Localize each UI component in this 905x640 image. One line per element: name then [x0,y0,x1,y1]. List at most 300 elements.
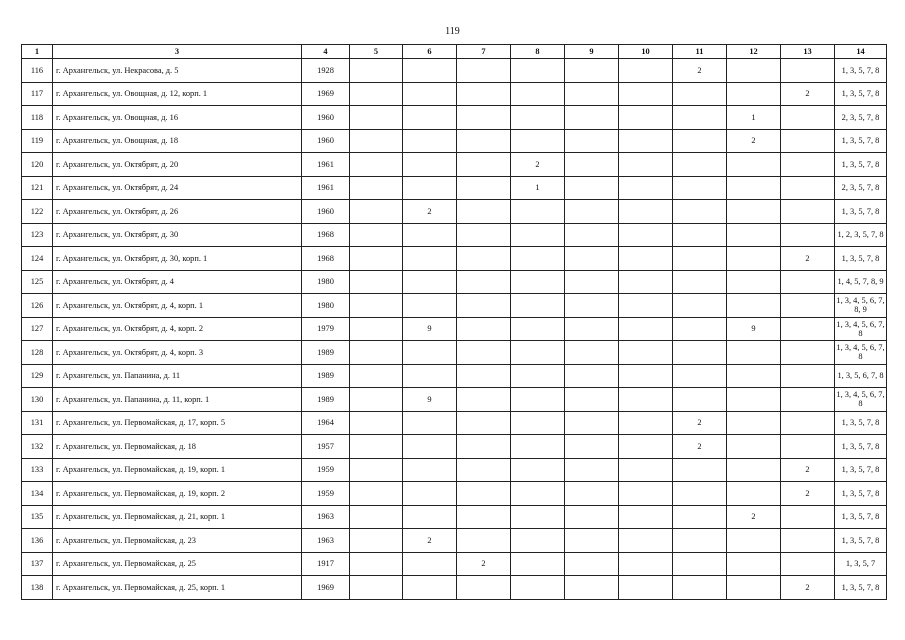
table-cell-col-7 [457,529,511,553]
table-cell-col-10 [619,294,673,318]
table-cell-col-11 [673,176,727,200]
table-cell-col-13 [781,294,835,318]
table-cell-col-12 [727,270,781,294]
table-cell-col-5 [350,247,403,271]
table-cell-col-3: г. Архангельск, ул. Первомайская, д. 25, корп. 1 [53,576,302,600]
table-cell-col-9 [565,552,619,576]
column-header-4: 4 [302,45,350,59]
table-cell-col-1: 135 [22,505,53,529]
table-cell-col-5 [350,106,403,130]
table-cell-col-4: 1928 [302,59,350,83]
table-cell-col-14: 1, 3, 5, 7, 8 [835,129,887,153]
table-cell-col-10 [619,247,673,271]
table-cell-col-8 [511,200,565,224]
table-cell-col-8 [511,482,565,506]
table-cell-col-12 [727,341,781,365]
table-cell-col-5 [350,411,403,435]
table-cell-col-14: 1, 3, 5, 7, 8 [835,247,887,271]
table-cell-col-7 [457,341,511,365]
table-cell-col-1: 130 [22,388,53,412]
table-cell-col-9 [565,59,619,83]
table-cell-col-4: 1961 [302,176,350,200]
table-cell-col-12: 2 [727,505,781,529]
table-cell-col-6 [403,82,457,106]
table-cell-col-9 [565,482,619,506]
table-cell-col-9 [565,341,619,365]
table-cell-col-4: 1917 [302,552,350,576]
table-cell-col-5 [350,59,403,83]
table-cell-col-12 [727,458,781,482]
table-row [22,529,887,553]
table-cell-col-11: 2 [673,411,727,435]
table-cell-col-7 [457,388,511,412]
table-cell-col-4: 1968 [302,223,350,247]
table-cell-col-11 [673,317,727,341]
table-cell-col-6 [403,153,457,177]
table-cell-col-9 [565,576,619,600]
table-cell-col-7 [457,176,511,200]
table-cell-col-12: 1 [727,106,781,130]
table-cell-col-13 [781,341,835,365]
table-cell-col-14: 1, 3, 5, 7, 8 [835,482,887,506]
table-cell-col-8 [511,552,565,576]
table-cell-col-7: 2 [457,552,511,576]
table-cell-col-8 [511,388,565,412]
table-cell-col-13: 2 [781,482,835,506]
table-cell-col-9 [565,529,619,553]
table-cell-col-1: 117 [22,82,53,106]
table-cell-col-13 [781,364,835,388]
table-cell-col-4: 1960 [302,129,350,153]
table-cell-col-4: 1963 [302,529,350,553]
table-cell-col-11 [673,505,727,529]
table-cell-col-10 [619,153,673,177]
table-cell-col-4: 1980 [302,270,350,294]
table-cell-col-14: 1, 3, 5, 7, 8 [835,411,887,435]
table-cell-col-5 [350,270,403,294]
table-cell-col-8 [511,129,565,153]
table-cell-col-8: 2 [511,153,565,177]
table-cell-col-8 [511,505,565,529]
table-cell-col-11: 2 [673,59,727,83]
table-cell-col-12 [727,388,781,412]
housing-table [21,44,887,600]
table-row [22,411,887,435]
table-row [22,317,887,341]
table-cell-col-1: 118 [22,106,53,130]
table-cell-col-14: 1, 3, 4, 5, 6, 7, 8 [835,317,887,341]
table-cell-col-8 [511,270,565,294]
table-row [22,270,887,294]
table-cell-col-5 [350,552,403,576]
table-cell-col-3: г. Архангельск, ул. Овощная, д. 16 [53,106,302,130]
table-cell-col-13 [781,388,835,412]
table-cell-col-7 [457,153,511,177]
table-cell-col-14: 1, 3, 5, 7, 8 [835,576,887,600]
table-cell-col-7 [457,317,511,341]
table-cell-col-7 [457,59,511,83]
table-cell-col-9 [565,223,619,247]
table-cell-col-11 [673,270,727,294]
table-cell-col-10 [619,317,673,341]
table-cell-col-14: 2, 3, 5, 7, 8 [835,176,887,200]
table-cell-col-10 [619,435,673,459]
table-cell-col-8 [511,529,565,553]
table-cell-col-8 [511,364,565,388]
column-header-3: 3 [53,45,302,59]
table-cell-col-6 [403,364,457,388]
table-cell-col-4: 1963 [302,505,350,529]
table-cell-col-10 [619,529,673,553]
table-cell-col-9 [565,176,619,200]
table-cell-col-10 [619,364,673,388]
table-cell-col-11 [673,200,727,224]
table-cell-col-6 [403,435,457,459]
table-cell-col-12: 9 [727,317,781,341]
column-header-8: 8 [511,45,565,59]
table-cell-col-5 [350,458,403,482]
table-cell-col-4: 1960 [302,200,350,224]
table-cell-col-8 [511,106,565,130]
table-cell-col-4: 1989 [302,341,350,365]
table-cell-col-13 [781,176,835,200]
table-cell-col-12 [727,552,781,576]
table-cell-col-10 [619,106,673,130]
table-cell-col-1: 137 [22,552,53,576]
table-cell-col-8 [511,59,565,83]
table-cell-col-7 [457,223,511,247]
table-cell-col-9 [565,82,619,106]
column-header-12: 12 [727,45,781,59]
table-cell-col-4: 1959 [302,458,350,482]
table-cell-col-13: 2 [781,576,835,600]
table-cell-col-1: 133 [22,458,53,482]
table-cell-col-6 [403,505,457,529]
table-cell-col-10 [619,129,673,153]
table-cell-col-11 [673,294,727,318]
table-cell-col-13 [781,435,835,459]
table-cell-col-5 [350,435,403,459]
table-cell-col-9 [565,247,619,271]
table-cell-col-3: г. Архангельск, ул. Первомайская, д. 23 [53,529,302,553]
table-cell-col-13 [781,59,835,83]
table-cell-col-5 [350,529,403,553]
table-cell-col-6: 2 [403,200,457,224]
table-cell-col-10 [619,388,673,412]
table-cell-col-6 [403,458,457,482]
table-cell-col-6 [403,176,457,200]
table-cell-col-12 [727,364,781,388]
table-body [22,59,887,600]
table-cell-col-3: г. Архангельск, ул. Первомайская, д. 21, корп. 1 [53,505,302,529]
table-cell-col-3: г. Архангельск, ул. Первомайская, д. 25 [53,552,302,576]
table-cell-col-3: г. Архангельск, ул. Октябрят, д. 4, корп. 2 [53,317,302,341]
table-cell-col-9 [565,294,619,318]
table-cell-col-14: 1, 2, 3, 5, 7, 8 [835,223,887,247]
table-cell-col-4: 1989 [302,364,350,388]
table-cell-col-4: 1959 [302,482,350,506]
table-cell-col-1: 116 [22,59,53,83]
table-cell-col-7 [457,576,511,600]
table-cell-col-14: 1, 4, 5, 7, 8, 9 [835,270,887,294]
table-cell-col-13 [781,270,835,294]
table-cell-col-1: 131 [22,411,53,435]
table-cell-col-6: 9 [403,317,457,341]
table-cell-col-7 [457,106,511,130]
table-cell-col-10 [619,223,673,247]
table-cell-col-14: 1, 3, 5, 7, 8 [835,59,887,83]
table-cell-col-12 [727,153,781,177]
table-cell-col-3: г. Архангельск, ул. Октябрят, д. 30, корп. 1 [53,247,302,271]
table-cell-col-13: 2 [781,458,835,482]
table-cell-col-13 [781,106,835,130]
table-cell-col-11 [673,482,727,506]
table-cell-col-10 [619,505,673,529]
table-cell-col-13 [781,153,835,177]
table-cell-col-9 [565,388,619,412]
table-cell-col-8 [511,82,565,106]
table-cell-col-5 [350,176,403,200]
table-cell-col-10 [619,59,673,83]
table-cell-col-9 [565,129,619,153]
table-cell-col-11 [673,82,727,106]
table-cell-col-12 [727,576,781,600]
table-row [22,82,887,106]
table-cell-col-6: 2 [403,529,457,553]
table-cell-col-9 [565,364,619,388]
table-cell-col-14: 1, 3, 4, 5, 6, 7, 8 [835,341,887,365]
table-cell-col-9 [565,153,619,177]
table-row [22,482,887,506]
table-cell-col-3: г. Архангельск, ул. Октябрят, д. 26 [53,200,302,224]
table-cell-col-10 [619,200,673,224]
table-row [22,341,887,365]
table-cell-col-11 [673,129,727,153]
table-cell-col-4: 1957 [302,435,350,459]
table-row [22,59,887,83]
table-cell-col-13 [781,129,835,153]
table-row [22,552,887,576]
table-cell-col-5 [350,576,403,600]
table-cell-col-6 [403,106,457,130]
table-cell-col-5 [350,294,403,318]
table-cell-col-5 [350,364,403,388]
table-cell-col-11 [673,529,727,553]
table-cell-col-1: 119 [22,129,53,153]
column-header-10: 10 [619,45,673,59]
page-number: 119 [445,26,460,37]
table-cell-col-12 [727,482,781,506]
table-cell-col-12 [727,411,781,435]
table-cell-col-1: 122 [22,200,53,224]
table-cell-col-7 [457,505,511,529]
table-cell-col-7 [457,294,511,318]
table-cell-col-4: 1969 [302,576,350,600]
table-cell-col-8 [511,576,565,600]
table-cell-col-5 [350,317,403,341]
table-cell-col-14: 1, 3, 5, 7, 8 [835,435,887,459]
table-row [22,576,887,600]
table-cell-col-14: 1, 3, 4, 5, 6, 7, 8, 9 [835,294,887,318]
table-cell-col-10 [619,270,673,294]
column-header-13: 13 [781,45,835,59]
table-cell-col-1: 134 [22,482,53,506]
table-row [22,505,887,529]
table-cell-col-10 [619,482,673,506]
table-cell-col-1: 132 [22,435,53,459]
table-cell-col-8 [511,317,565,341]
table-cell-col-12 [727,82,781,106]
table-cell-col-11 [673,458,727,482]
table-cell-col-7 [457,482,511,506]
table-cell-col-12 [727,176,781,200]
table-cell-col-7 [457,411,511,435]
table-cell-col-12 [727,200,781,224]
table-cell-col-3: г. Архангельск, ул. Октябрят, д. 4, корп. 3 [53,341,302,365]
table-cell-col-10 [619,82,673,106]
table-cell-col-1: 129 [22,364,53,388]
table-cell-col-3: г. Архангельск, ул. Первомайская, д. 19, корп. 1 [53,458,302,482]
table-cell-col-5 [350,482,403,506]
table-cell-col-6 [403,59,457,83]
table-cell-col-11 [673,552,727,576]
table-cell-col-5 [350,82,403,106]
table-cell-col-4: 1969 [302,82,350,106]
column-header-1: 1 [22,45,53,59]
table-cell-col-3: г. Архангельск, ул. Октябрят, д. 30 [53,223,302,247]
table-cell-col-11 [673,388,727,412]
table-cell-col-6 [403,482,457,506]
table-cell-col-7 [457,270,511,294]
table-cell-col-8 [511,435,565,459]
table-cell-col-1: 123 [22,223,53,247]
table-cell-col-11 [673,106,727,130]
table-cell-col-9 [565,458,619,482]
table-cell-col-13: 2 [781,82,835,106]
table-row [22,200,887,224]
table-cell-col-9 [565,270,619,294]
table-cell-col-1: 136 [22,529,53,553]
table-cell-col-3: г. Архангельск, ул. Некрасова, д. 5 [53,59,302,83]
table-cell-col-8 [511,458,565,482]
table-cell-col-11 [673,576,727,600]
table-cell-col-4: 1960 [302,106,350,130]
table-cell-col-1: 120 [22,153,53,177]
table-cell-col-11: 2 [673,435,727,459]
table-row [22,247,887,271]
table-cell-col-13 [781,317,835,341]
table-cell-col-4: 1961 [302,153,350,177]
table-cell-col-5 [350,200,403,224]
table-cell-col-8 [511,411,565,435]
header-row [22,45,887,59]
table-cell-col-9 [565,317,619,341]
table-cell-col-6 [403,247,457,271]
table-cell-col-7 [457,129,511,153]
table-cell-col-12 [727,223,781,247]
table-cell-col-9 [565,411,619,435]
table-cell-col-11 [673,341,727,365]
table-cell-col-7 [457,200,511,224]
table-cell-col-14: 1, 3, 4, 5, 6, 7, 8 [835,388,887,412]
table-row [22,364,887,388]
table-cell-col-7 [457,435,511,459]
table-row [22,458,887,482]
table-cell-col-5 [350,341,403,365]
table-cell-col-3: г. Архангельск, ул. Октябрят, д. 4, корп. 1 [53,294,302,318]
table-cell-col-14: 1, 3, 5, 7, 8 [835,200,887,224]
table-cell-col-12 [727,247,781,271]
table-cell-col-7 [457,247,511,271]
table-cell-col-12 [727,435,781,459]
table-cell-col-4: 1980 [302,294,350,318]
table-cell-col-14: 1, 3, 5, 7, 8 [835,505,887,529]
table-cell-col-7 [457,364,511,388]
table-cell-col-10 [619,341,673,365]
table-cell-col-6: 9 [403,388,457,412]
table-cell-col-9 [565,106,619,130]
table-cell-col-7 [457,82,511,106]
table-cell-col-6 [403,341,457,365]
table-cell-col-10 [619,458,673,482]
table-cell-col-13: 2 [781,247,835,271]
table-cell-col-9 [565,435,619,459]
table-cell-col-4: 1968 [302,247,350,271]
table-row [22,153,887,177]
column-header-9: 9 [565,45,619,59]
table-cell-col-14: 2, 3, 5, 7, 8 [835,106,887,130]
table-cell-col-5 [350,223,403,247]
table-cell-col-3: г. Архангельск, ул. Овощная, д. 18 [53,129,302,153]
table-cell-col-7 [457,458,511,482]
table-cell-col-6 [403,223,457,247]
table-cell-col-3: г. Архангельск, ул. Овощная, д. 12, корп. 1 [53,82,302,106]
table-cell-col-8 [511,247,565,271]
table-cell-col-14: 1, 3, 5, 6, 7, 8 [835,364,887,388]
table-cell-col-6 [403,552,457,576]
table-cell-col-14: 1, 3, 5, 7, 8 [835,529,887,553]
table-cell-col-14: 1, 3, 5, 7, 8 [835,82,887,106]
table-row [22,294,887,318]
table-cell-col-3: г. Архангельск, ул. Октябрят, д. 20 [53,153,302,177]
table-cell-col-6 [403,270,457,294]
table-cell-col-6 [403,576,457,600]
table-cell-col-9 [565,200,619,224]
table-cell-col-6 [403,129,457,153]
table-cell-col-3: г. Архангельск, ул. Папанина, д. 11, корп. 1 [53,388,302,412]
table-cell-col-10 [619,552,673,576]
table-cell-col-4: 1979 [302,317,350,341]
table-cell-col-10 [619,411,673,435]
table-cell-col-13 [781,223,835,247]
table-cell-col-8 [511,341,565,365]
table-cell-col-10 [619,176,673,200]
table-cell-col-3: г. Архангельск, ул. Первомайская, д. 17, корп. 5 [53,411,302,435]
table-cell-col-5 [350,388,403,412]
table-cell-col-11 [673,223,727,247]
table-cell-col-13 [781,200,835,224]
column-header-14: 14 [835,45,887,59]
column-header-11: 11 [673,45,727,59]
table-cell-col-14: 1, 3, 5, 7, 8 [835,458,887,482]
table-cell-col-1: 121 [22,176,53,200]
table-row [22,223,887,247]
table-row [22,176,887,200]
table-cell-col-12: 2 [727,129,781,153]
table-row [22,106,887,130]
table-cell-col-6 [403,411,457,435]
table-cell-col-8: 1 [511,176,565,200]
